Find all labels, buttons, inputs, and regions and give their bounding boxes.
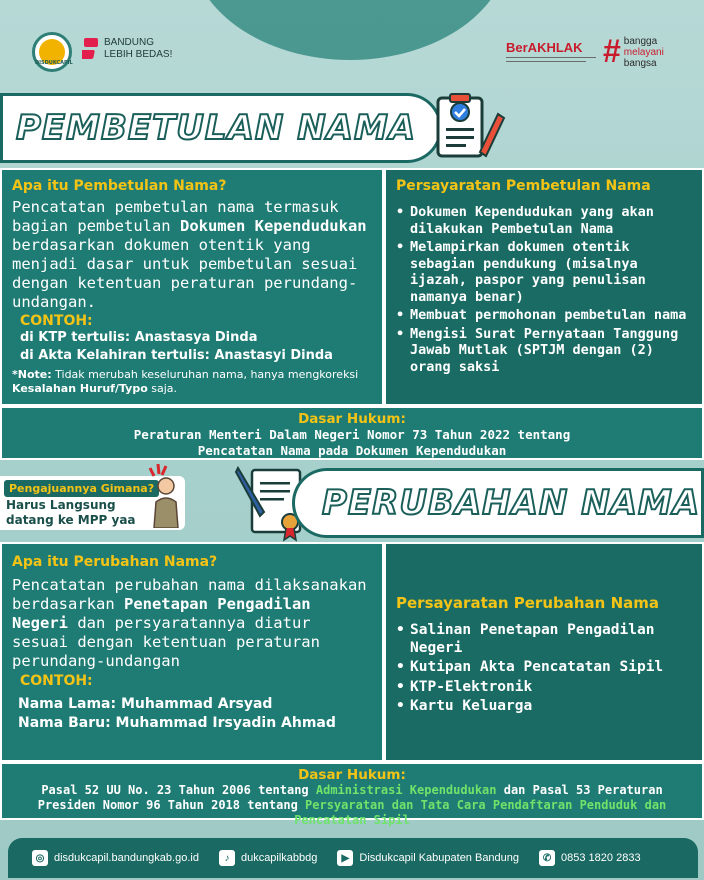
perubahan-contoh-heading: CONTOH:: [20, 673, 93, 689]
youtube-text: Disdukcapil Kabupaten Bandung: [359, 852, 520, 864]
phone-icon: ✆: [539, 850, 555, 866]
bangga-hash: #: [603, 33, 621, 69]
bandung-mark-icon: [82, 36, 100, 62]
list-item: • Salinan Penetapan Pengadilan Negeri: [396, 622, 692, 657]
pengajuan-callout: [0, 476, 185, 530]
perubahan-dasar-hukum: [0, 762, 704, 827]
perubahan-title: PERUBAHAN NAMA: [322, 483, 701, 523]
pembetulan-contoh-2: di Akta Kelahiran tertulis: Anastasyi Dinda: [20, 348, 333, 363]
youtube-icon: ▶: [337, 850, 353, 866]
pembetulan-title-banner: [0, 93, 442, 163]
bandung-logo: [82, 36, 172, 62]
berakhlak-logo: [506, 40, 596, 62]
perubahan-contoh-1: Nama Lama: Muhammad Arsyad: [18, 696, 273, 712]
pengajuan-question: Pengajuannya Gimana?: [4, 480, 159, 497]
disdukcapil-logo: [32, 32, 72, 72]
list-item: • Kartu Keluarga: [396, 698, 692, 716]
melayani-word: melayani: [623, 47, 664, 58]
perubahan-req-heading: Persayaratan Perubahan Nama: [396, 594, 659, 612]
disdukcapil-logo-text: DISDUKCAPIL: [35, 60, 73, 66]
pembetulan-requirements-panel: [384, 168, 704, 406]
footer-website[interactable]: [32, 850, 199, 866]
pembetulan-dasar-line2: Pencatatan Nama pada Dokumen Kependudukan: [197, 443, 507, 458]
pengajuan-answer-1: Harus Langsung: [6, 498, 116, 512]
perubahan-description: Pencatatan perubahan nama dilaksanakan berdasarkan Penetapan Pengadilan Negeri dan persyaratannya diatur sesuai dengan ketentuan peraturan perundang-undangan: [12, 576, 367, 670]
bandung-line1: BANDUNG: [104, 37, 155, 48]
pembetulan-title: PEMBETULAN NAMA: [16, 108, 417, 148]
document-checklist-icon: [432, 92, 508, 164]
list-item: • Dokumen Kependudukan yang akan dilakukan Pembetulan Nama: [396, 204, 692, 237]
pembetulan-contoh-1: di KTP tertulis: Anastasya Dinda: [20, 330, 258, 345]
pembetulan-what-heading: Apa itu Pembetulan Nama?: [12, 178, 227, 194]
phone-text: 0853 1820 2833: [561, 852, 641, 864]
footer-youtube[interactable]: [337, 850, 519, 866]
perubahan-title-banner: [292, 468, 704, 538]
footer-contact-bar: [8, 838, 698, 878]
perubahan-dasar-heading: Dasar Hukum:: [298, 767, 406, 783]
perubahan-requirements-list: [396, 622, 692, 716]
perubahan-what-heading: Apa itu Perubahan Nama?: [12, 554, 218, 570]
bangsa-word: bangsa: [623, 58, 657, 69]
berakhlak-text: BerAKHLAK: [506, 40, 583, 55]
list-item: • Membuat permohonan pembetulan nama: [396, 307, 692, 324]
pembetulan-req-heading: Persayaratan Pembetulan Nama: [396, 178, 651, 194]
list-item: • Mengisi Surat Pernyataan Tanggung Jawab Mutlak (SPTJM dengan (2) orang saksi: [396, 326, 692, 376]
perubahan-contoh-2: Nama Baru: Muhammad Irsyadin Ahmad: [18, 715, 336, 731]
list-item: • KTP-Elektronik: [396, 679, 692, 697]
tiktok-text: dukcapilkabbdg: [240, 852, 318, 864]
pembetulan-dasar-heading: Dasar Hukum:: [298, 411, 406, 427]
website-text: disdukcapil.bandungkab.go.id: [54, 852, 199, 864]
bandung-line2: LEBIH BEDAS!: [104, 49, 173, 60]
pembetulan-contoh-heading: CONTOH:: [20, 313, 93, 329]
pembetulan-dasar-hukum: [0, 406, 704, 460]
list-item: • Melampirkan dokumen otentik sebagian pendukung (misalnya ijazah, paspor yang penulisan namanya benar): [396, 239, 692, 305]
perubahan-requirements-panel: [384, 542, 704, 762]
pembetulan-what-panel: [0, 168, 384, 406]
list-item: • Kutipan Akta Pencatatan Sipil: [396, 659, 692, 677]
globe-icon: ◎: [32, 850, 48, 866]
footer-tiktok[interactable]: [219, 850, 317, 866]
pembetulan-note: *Note: Tidak merubah keseluruhan nama, hanya mengkoreksi Kesalahan Huruf/Typo saja.: [12, 368, 359, 395]
thinking-person-icon: [146, 462, 186, 528]
pembetulan-description: Pencatatan pembetulan nama termasuk bagian pembetulan Dokumen Kependudukan berdasarkan dokumen otentik yang menjadi dasar untuk pembetulan sesuai dengan ketentuan peraturan perundang-undangan.: [12, 198, 367, 311]
pembetulan-requirements-list: [396, 204, 692, 375]
perubahan-what-panel: [0, 542, 384, 762]
perubahan-dasar-text: Pasal 52 UU No. 23 Tahun 2006 tentang Administrasi Kependudukan dan Pasal 53 Peraturan Presiden Nomor 96 Tahun 2018 tentang Persyaratan dan Tata Cara Pendaftaran Penduduk dan Pencatatan Sipil: [37, 783, 667, 827]
pengajuan-answer-2: datang ke MPP yaa: [6, 513, 136, 527]
bangga-word: bangga: [623, 36, 658, 47]
footer-phone[interactable]: [539, 850, 641, 866]
bangga-melayani-logo: [603, 33, 664, 69]
tiktok-icon: ♪: [219, 850, 235, 866]
pembetulan-dasar-line1: Peraturan Menteri Dalam Negeri Nomor 73 Tahun 2022 tentang: [133, 427, 571, 442]
